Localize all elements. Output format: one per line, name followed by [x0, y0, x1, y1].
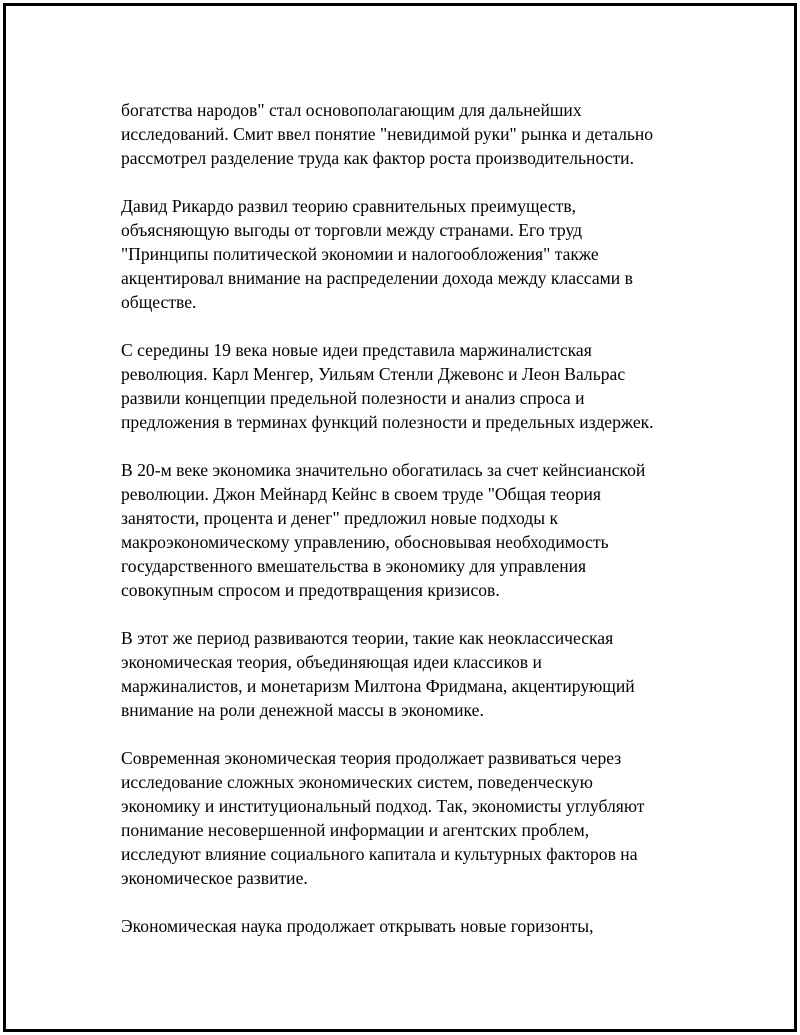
text-line: Современная экономическая теория продолжает развиваться через	[121, 748, 622, 768]
paragraph	[121, 194, 691, 314]
document-body	[121, 98, 691, 962]
text-line: совокупным спросом и предотвращения кризисов.	[121, 580, 500, 600]
text-line: понимание несовершенной информации и агентских проблем,	[121, 820, 590, 840]
text-line: революции. Джон Мейнард Кейнс в своем труде "Общая теория	[121, 484, 601, 504]
text-line: Давид Рикардо развил теорию сравнительных преимуществ,	[121, 196, 577, 216]
text-line: богатства народов" стал основополагающим для дальнейших	[121, 100, 582, 120]
text-line: экономическая теория, объединяющая идеи классиков и	[121, 652, 542, 672]
paragraph	[121, 98, 691, 170]
text-line: исследований. Смит ввел понятие "невидимой руки" рынка и детально	[121, 124, 654, 144]
text-line: Экономическая наука продолжает открывать новые горизонты,	[121, 916, 594, 936]
text-line: В 20-м веке экономика значительно обогатилась за счет кейнсианской	[121, 460, 646, 480]
text-line: экономическое развитие.	[121, 868, 308, 888]
text-line: С середины 19 века новые идеи представила маржиналистская	[121, 340, 592, 360]
paragraph	[121, 746, 691, 890]
paragraph	[121, 914, 691, 938]
text-line: развили концепции предельной полезности и анализ спроса и	[121, 388, 585, 408]
text-line: революция. Карл Менгер, Уильям Стенли Джевонс и Леон Вальрас	[121, 364, 626, 384]
text-line: маржиналистов, и монетаризм Милтона Фридмана, акцентирующий	[121, 676, 635, 696]
text-line: акцентировал внимание на распределении дохода между классами в	[121, 268, 633, 288]
text-line: "Принципы политической экономии и налогообложения" также	[121, 244, 599, 264]
text-line: обществе.	[121, 292, 197, 312]
paragraph	[121, 458, 691, 602]
text-line: внимание на роли денежной массы в экономике.	[121, 700, 484, 720]
text-line: объясняющую выгоды от торговли между странами. Его труд	[121, 220, 583, 240]
text-line: экономику и институциональный подход. Так, экономисты углубляют	[121, 796, 645, 816]
text-line: занятости, процента и денег" предложил новые подходы к	[121, 508, 558, 528]
text-line: исследование сложных экономических систем, поведенческую	[121, 772, 593, 792]
text-line: предложения в терминах функций полезности и предельных издержек.	[121, 412, 654, 432]
text-line: рассмотрел разделение труда как фактор роста производительности.	[121, 148, 634, 168]
text-line: макроэкономическому управлению, обосновывая необходимость	[121, 532, 609, 552]
paragraph	[121, 626, 691, 722]
text-line: исследуют влияние социального капитала и культурных факторов на	[121, 844, 638, 864]
text-line: В этот же период развиваются теории, такие как неоклассическая	[121, 628, 614, 648]
text-line: государственного вмешательства в экономику для управления	[121, 556, 587, 576]
paragraph	[121, 338, 691, 434]
page-frame	[3, 3, 797, 1032]
